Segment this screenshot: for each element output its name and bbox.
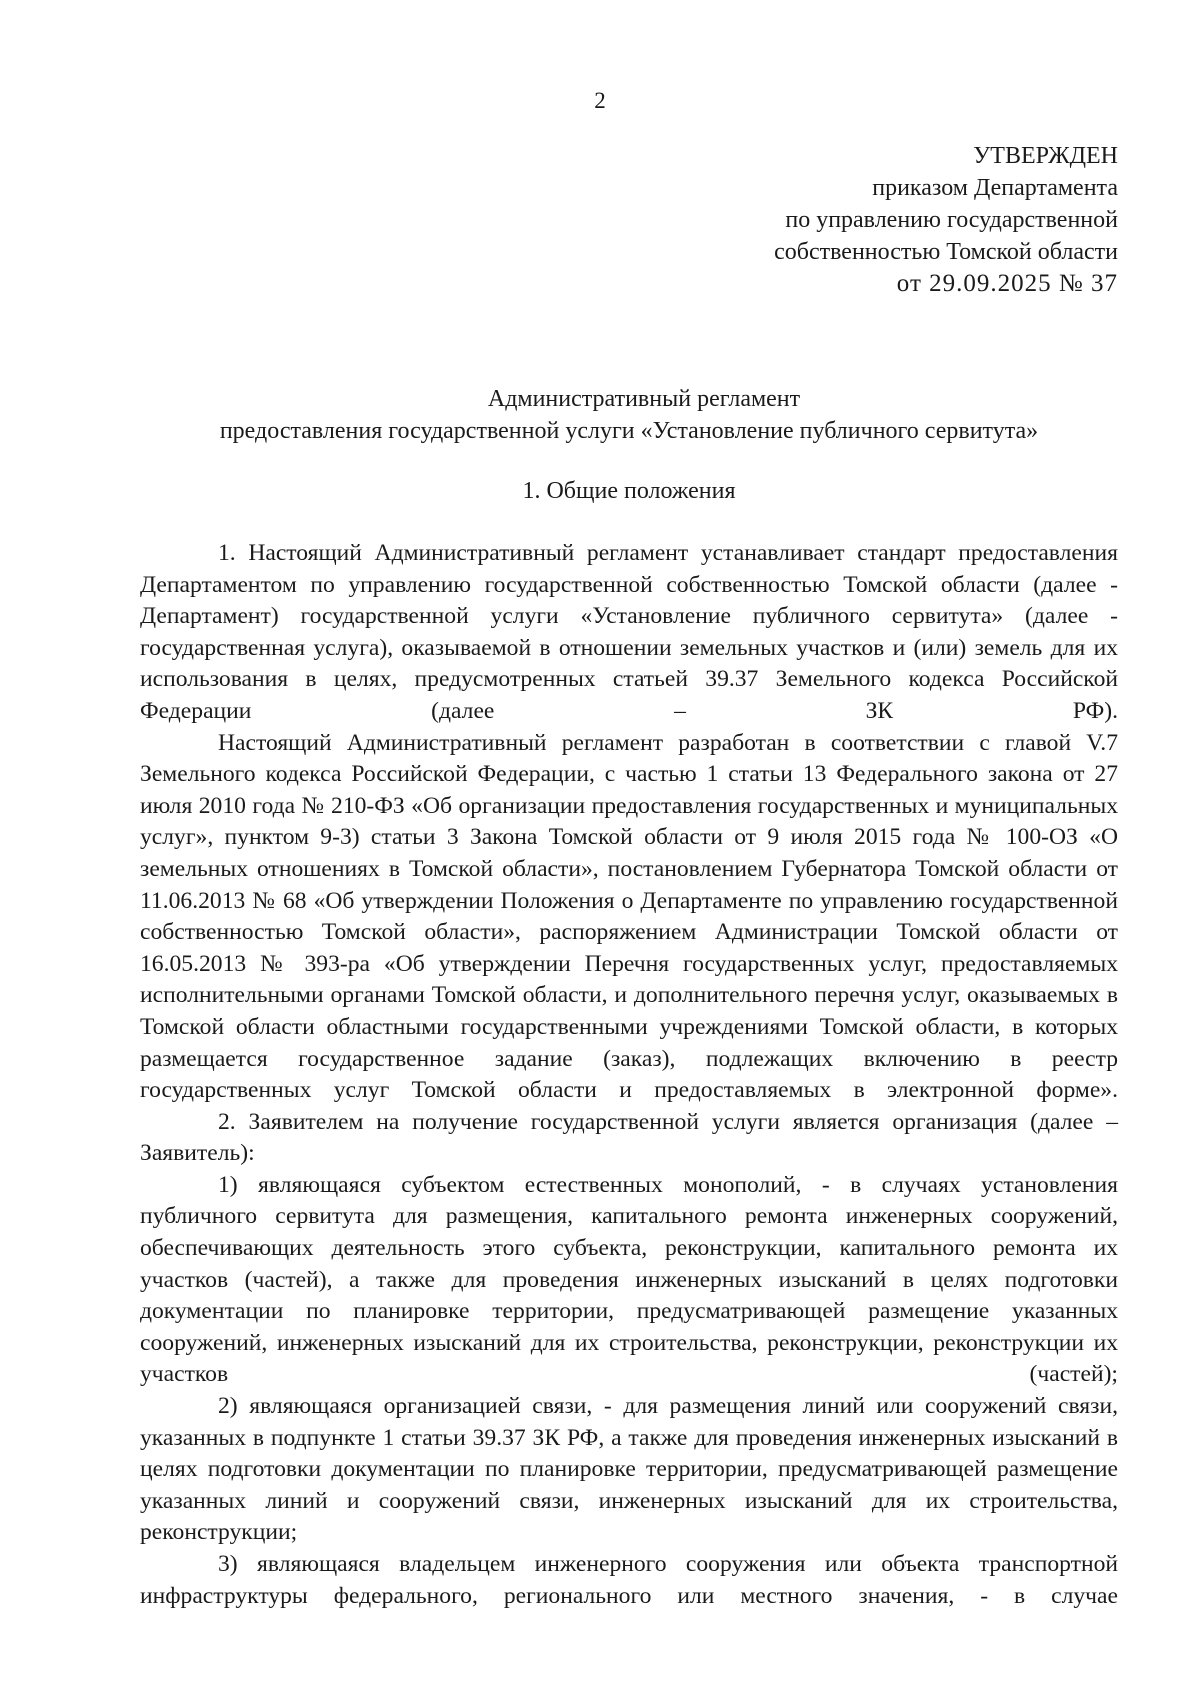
- paragraph: 1. Настоящий Административный регламент устанавливает стандарт предоставления Департаментом по управлению государственной собственностью Томской области (далее - Департамент) государственной услуги «Установление публичного сервитута» (далее - государственная услуга), оказываемой в отношении земельных участков и (или) земель для их использования в целях, предусмотренных статьей 39.37 Земельного кодекса Российской Федерации (далее – ЗК РФ).: [140, 540, 1118, 724]
- paragraph: 2) являющаяся организацией связи, - для размещения линий или сооружений связи, указанных в подпункте 1 статьи 39.37 ЗК РФ, а также для проведения инженерных изысканий в целях подготовки документации по планировке территории, предусматривающей размещение указанных линий и сооружений связи, инженерных изысканий для их строительства, реконструкции;: [140, 1393, 1118, 1546]
- approval-line: собственностью Томской области: [774, 239, 1118, 265]
- approval-date: от 29.09.2025 № 37: [896, 270, 1118, 297]
- document-title: [140, 383, 1118, 447]
- paragraph: 2. Заявителем на получение государственной услуги является организация (далее – Заявитель):: [140, 1108, 1118, 1167]
- document-body: [140, 538, 1118, 1612]
- approval-stamp: [774, 140, 1118, 300]
- approval-line: приказом Департамента: [872, 175, 1118, 201]
- page-number: 2: [594, 88, 606, 113]
- section-heading: 1. Общие положения: [522, 478, 736, 504]
- approval-title: УТВЕРЖДЕН: [973, 143, 1118, 169]
- paragraph: 1) являющаяся субъектом естественных монополий, - в случаях установления публичного сервитута для размещения, капитального ремонта инженерных сооружений, обеспечивающих деятельность этого субъекта, реконструкции, капитального ремонта их участков (частей), а также для проведения инженерных изысканий в целях подготовки документации по планировке территории, предусматривающей размещение указанных сооружений, инженерных изысканий для их строительства, реконструкции, реконструкции их участков (частей);: [140, 1171, 1118, 1388]
- paragraph: Настоящий Административный регламент разработан в соответствии с главой V.7 Земельного кодекса Российской Федерации, с частью 1 статьи 13 Федерального закона от 27 июля 2010 года № 210-ФЗ «Об организации предоставления государственных и муниципальных услуг», пунктом 9-3) статьи 3 Закона Томской области от 9 июля 2015 года № 100-ОЗ «О земельных отношениях в Томской области», постановлением Губернатора Томской области от 11.06.2013 № 68 «Об утверждении Положения о Департаменте по управлению государственной собственностью Томской области», распоряжением Администрации Томской области от 16.05.2013 № 393-ра «Об утверждении Перечня государственных услуг, предоставляемых исполнительными органами Томской области, и дополнительного перечня услуг, оказываемых в Томской области областными государственными учреждениями Томской области, в которых размещается государственное задание (заказ), подлежащих включению в реестр государственных услуг Томской области и предоставляемых в электронной форме».: [140, 729, 1118, 1104]
- approval-line: по управлению государственной: [785, 207, 1118, 233]
- title-line: Административный регламент: [487, 386, 801, 412]
- paragraph: 3) являющаяся владельцем инженерного сооружения или объекта транспортной инфраструктуры федерального, регионального или местного значения, - в случае: [140, 1551, 1118, 1609]
- title-line: предоставления государственной услуги «Установление публичного сервитута»: [219, 418, 1039, 444]
